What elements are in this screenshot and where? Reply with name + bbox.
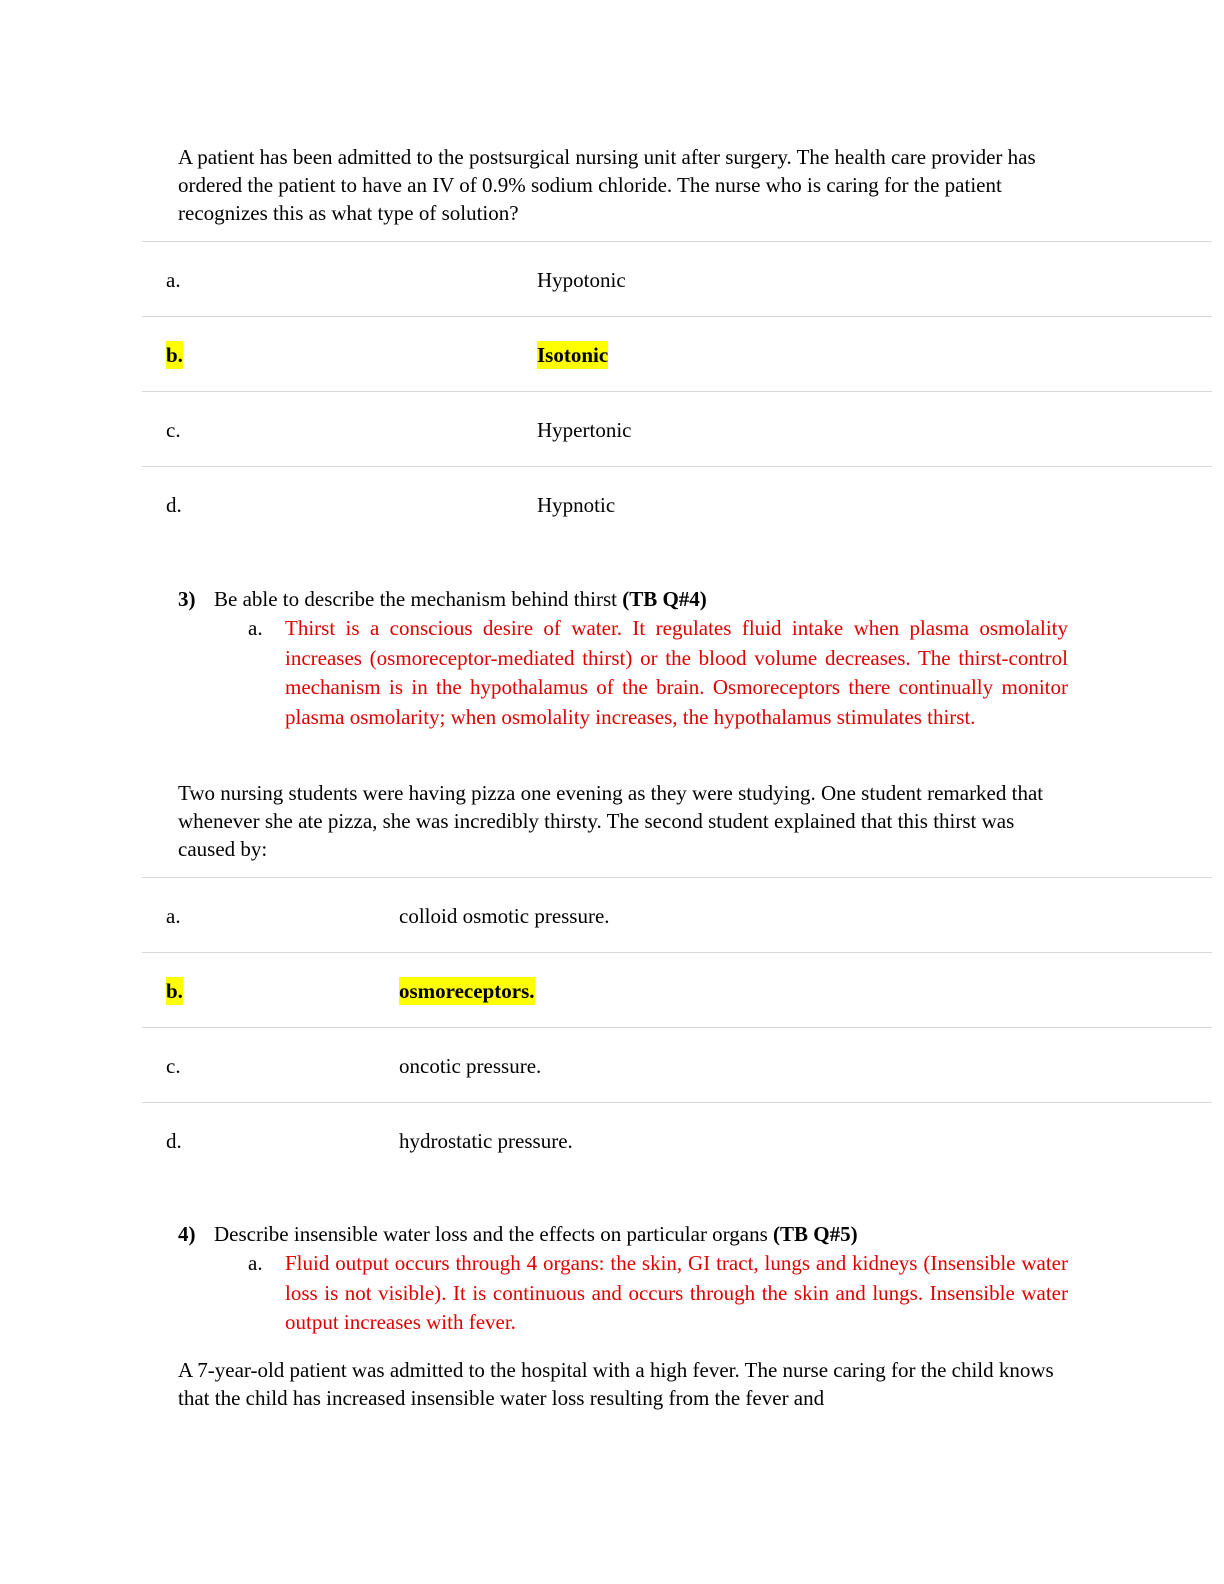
- table-row: [142, 878, 1212, 953]
- question-stem-q2: A patient has been admitted to the postsurgical nursing unit after surgery. The health care provider has ordered the patient to have an IV of 0.9% sodium chloride. The nurse who is caring for the patient recognizes this as what type of solution?: [178, 145, 1036, 225]
- section-number: 3): [178, 587, 196, 611]
- answer-table-q3: [142, 877, 1212, 1177]
- option-text: Hypertonic: [537, 418, 632, 442]
- table-row: [142, 317, 1212, 392]
- option-text: hydrostatic pressure.: [399, 1129, 573, 1153]
- question-stem-q3: Two nursing students were having pizza one evening as they were studying. One student remarked that whenever she ate pizza, she was incredibly thirsty. The second student explained that this thirst was caused by:: [178, 781, 1044, 861]
- question-stem-q4: A 7-year-old patient was admitted to the hospital with a high fever. The nurse caring for the child knows that the child has increased insensible water loss resulting from the fever and: [178, 1358, 1054, 1410]
- sub-item-letter: a.: [248, 616, 263, 640]
- section-heading-4: [178, 1220, 1078, 1248]
- table-row: [142, 1103, 1212, 1177]
- table-row: [142, 1028, 1212, 1103]
- option-text: colloid osmotic pressure.: [399, 904, 610, 928]
- section-answer-3: [248, 614, 1068, 732]
- table-row: [142, 953, 1212, 1028]
- section-heading-3: [178, 585, 1078, 613]
- section-answer-4: [248, 1249, 1068, 1338]
- option-letter: c.: [166, 418, 181, 442]
- sub-item-letter: a.: [248, 1251, 263, 1275]
- answer-text: Fluid output occurs through 4 organs: the skin, GI tract, lungs and kidneys (Insensible water loss is not visible). It is continuous and occurs through the skin and lungs. Insensible water output increases with fever.: [285, 1251, 1068, 1334]
- option-text-correct: osmoreceptors.: [399, 979, 535, 1003]
- option-text: oncotic pressure.: [399, 1054, 542, 1078]
- section-heading-text: Be able to describe the mechanism behind thirst: [214, 587, 617, 611]
- option-letter: d.: [166, 1129, 182, 1153]
- option-letter: a.: [166, 904, 181, 928]
- option-text-correct: Isotonic: [537, 343, 609, 367]
- section-reference: (TB Q#4): [622, 587, 707, 611]
- table-row: [142, 467, 1212, 541]
- section-heading-text: Describe insensible water loss and the effects on particular organs: [214, 1222, 768, 1246]
- option-letter: a.: [166, 268, 181, 292]
- table-row: [142, 242, 1212, 317]
- section-number: 4): [178, 1222, 196, 1246]
- table-row: [142, 392, 1212, 467]
- answer-text: Thirst is a conscious desire of water. It regulates fluid intake when plasma osmolality increases (osmoreceptor-mediated thirst) or the blood volume decreases. The thirst-control mechanism is in the hypothalamus of the brain. Osmoreceptors there continually monitor plasma osmolarity; when osmolality increases, the hypothalamus stimulates thirst.: [285, 616, 1068, 729]
- option-letter: d.: [166, 493, 182, 517]
- option-letter-correct: b.: [166, 343, 183, 367]
- section-reference: (TB Q#5): [773, 1222, 858, 1246]
- option-text: Hypotonic: [537, 268, 626, 292]
- option-letter-correct: b.: [166, 979, 183, 1003]
- answer-table-q2: [142, 241, 1212, 541]
- option-text: Hypnotic: [537, 493, 616, 517]
- option-letter: c.: [166, 1054, 181, 1078]
